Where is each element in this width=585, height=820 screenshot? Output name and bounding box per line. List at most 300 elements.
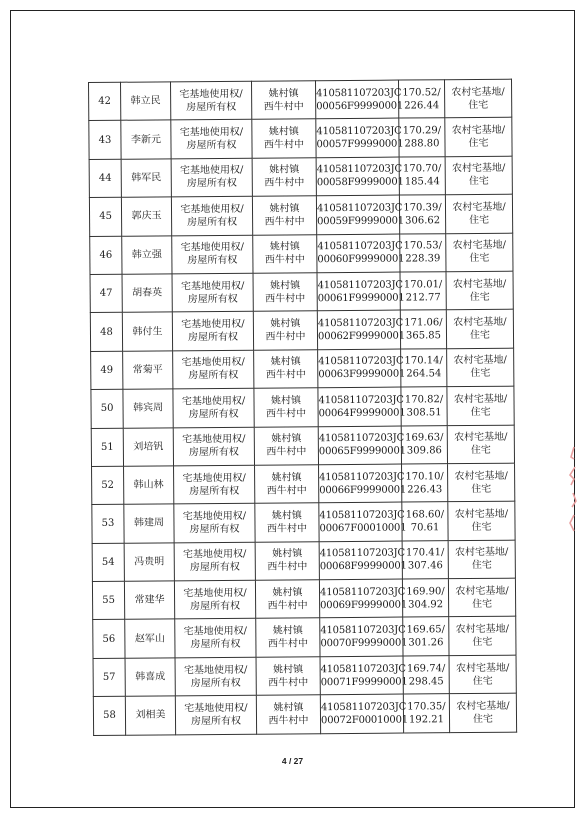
- unit-code-cell: [318, 387, 406, 426]
- right-type-cell: [172, 312, 253, 351]
- location-line: 西牛村中: [266, 523, 308, 535]
- location-cell: [251, 81, 315, 120]
- unit-code-cell: [319, 464, 407, 503]
- location-line: 西牛村中: [265, 369, 306, 382]
- land-use-cell: [448, 540, 515, 579]
- location-line: 西牛村中: [266, 408, 307, 420]
- table-row: [91, 425, 514, 467]
- right-type-line: 房屋所有权: [190, 715, 242, 728]
- land-use-line: 农村宅基地/: [453, 316, 507, 329]
- area-values-line: 212.77: [405, 291, 441, 304]
- location-cell: [254, 426, 318, 465]
- table-row: [92, 578, 515, 620]
- owner-name-cell: 赵军山: [125, 619, 175, 658]
- land-use-cell: [444, 79, 511, 118]
- land-use-cell: [446, 271, 513, 310]
- unit-code-cell: [320, 618, 408, 657]
- location-cell: [255, 580, 319, 619]
- area-values-line: 365.85: [405, 330, 442, 342]
- area-values-line: 309.86: [406, 445, 442, 457]
- land-use-line: 农村宅基地/: [454, 508, 509, 521]
- area-values-cell: [399, 195, 445, 234]
- area-values-line: 170.52/: [402, 86, 441, 99]
- unit-code-line: 00060F99990001: [317, 253, 405, 266]
- right-type-line: 宅基地使用权/: [181, 395, 246, 408]
- unit-code-line: 00061F99990001: [317, 292, 405, 304]
- area-values-cell: [399, 156, 445, 195]
- unit-code-line: 00065F99990001: [318, 445, 406, 458]
- land-use-line: 住宅: [471, 521, 492, 533]
- location-line: 姚村镇: [272, 587, 303, 599]
- unit-code-line: 410581107203JC: [320, 624, 406, 637]
- location-line: 姚村镇: [270, 279, 301, 292]
- right-type-cell: [173, 350, 254, 389]
- unit-code-line: 410581107203JC: [320, 663, 406, 675]
- row-number-cell: 55: [92, 581, 124, 620]
- right-type-line: 房屋所有权: [188, 447, 239, 459]
- right-type-line: 房屋所有权: [187, 293, 238, 305]
- location-cell: [252, 157, 316, 196]
- area-values-cell: [400, 233, 446, 272]
- area-values-line: 169.74/: [406, 662, 446, 675]
- area-values-line: 228.39: [405, 253, 441, 265]
- land-use-line: 住宅: [468, 176, 489, 188]
- land-use-line: 农村宅基地/: [453, 393, 508, 405]
- right-type-line: 宅基地使用权/: [181, 357, 245, 369]
- location-cell: [255, 541, 319, 580]
- location-line: 西牛村中: [267, 638, 308, 650]
- right-type-line: 房屋所有权: [189, 523, 240, 536]
- unit-code-line: 410581107203JC: [318, 394, 404, 407]
- owner-name-cell: 韩山林: [124, 466, 174, 505]
- land-use-line: 农村宅基地/: [454, 431, 508, 444]
- area-values-cell: [401, 348, 447, 387]
- location-line: 姚村镇: [270, 356, 301, 368]
- right-type-cell: [172, 235, 253, 274]
- land-use-line: 农村宅基地/: [455, 623, 510, 636]
- area-values-line: 170.82/: [404, 394, 444, 406]
- owner-name-cell: 常菊平: [123, 351, 173, 390]
- area-values-cell: [402, 502, 448, 541]
- unit-code-line: 00072F00010001: [320, 714, 408, 727]
- location-line: 姚村镇: [271, 433, 302, 445]
- unit-code-line: 00058F99990001: [316, 176, 404, 189]
- area-values-line: 185.44: [404, 176, 440, 188]
- unit-code-cell: [316, 157, 404, 196]
- area-values-cell: [400, 272, 446, 311]
- area-values-line: 226.44: [404, 99, 440, 112]
- owner-name-cell: 刘培钒: [123, 427, 173, 466]
- land-use-line: 住宅: [470, 406, 491, 418]
- area-values-cell: [402, 464, 448, 503]
- land-use-line: 住宅: [472, 675, 493, 687]
- right-type-cell: [175, 695, 256, 734]
- unit-code-line: 00062F99990001: [317, 330, 405, 343]
- owner-name-cell: 韩付生: [122, 312, 172, 351]
- right-type-line: 宅基地使用权/: [183, 664, 248, 676]
- unit-code-line: 00056F99990001: [316, 100, 404, 112]
- unit-code-line: 00063F99990001: [318, 368, 406, 381]
- table-row: [93, 693, 516, 735]
- land-use-line: 住宅: [469, 329, 491, 342]
- location-line: 姚村镇: [272, 548, 303, 560]
- right-type-line: 宅基地使用权/: [179, 165, 244, 177]
- right-type-line: 宅基地使用权/: [179, 126, 244, 139]
- land-use-line: 住宅: [472, 713, 494, 725]
- location-line: 西牛村中: [264, 216, 305, 228]
- location-line: 姚村镇: [271, 510, 302, 522]
- unit-code-line: 00057F99990001: [316, 138, 404, 151]
- right-type-line: 房屋所有权: [187, 216, 238, 229]
- unit-code-cell: [319, 502, 407, 541]
- unit-code-line: 00066F99990001: [319, 484, 407, 496]
- location-line: 姚村镇: [270, 318, 301, 330]
- unit-code-line: 00069F99990001: [320, 599, 408, 611]
- unit-code-line: 410581107203JC: [317, 240, 403, 253]
- area-values-cell: [400, 310, 446, 349]
- right-type-line: 房屋所有权: [190, 638, 241, 651]
- location-line: 西牛村中: [263, 100, 304, 113]
- unit-code-line: 00059F99990001: [317, 215, 405, 228]
- unit-code-line: 410581107203JC: [317, 279, 403, 291]
- location-line: 姚村镇: [269, 241, 300, 253]
- table-row: [92, 463, 515, 505]
- land-use-line: 农村宅基地/: [451, 163, 506, 175]
- land-use-cell: [449, 617, 516, 656]
- table-row: [92, 501, 515, 543]
- location-cell: [253, 273, 317, 312]
- area-values-line: 170.70/: [402, 163, 442, 175]
- land-use-cell: [446, 310, 513, 349]
- unit-code-line: 410581107203JC: [316, 164, 402, 176]
- owner-name-cell: 韩建周: [124, 504, 174, 543]
- right-type-cell: [174, 542, 255, 581]
- right-type-line: 宅基地使用权/: [182, 433, 246, 446]
- land-use-line: 住宅: [472, 598, 493, 610]
- registration-table-body: [89, 79, 517, 735]
- row-number-cell: 57: [93, 658, 125, 697]
- right-type-cell: [174, 503, 255, 542]
- area-values-line: 170.14/: [404, 355, 443, 367]
- unit-code-line: 410581107203JC: [318, 432, 405, 445]
- land-use-line: 农村宅基地/: [454, 470, 508, 482]
- land-use-line: 住宅: [469, 291, 490, 303]
- right-type-line: 房屋所有权: [190, 677, 241, 689]
- location-line: 西牛村中: [266, 484, 307, 497]
- table-row: [93, 617, 516, 659]
- area-values-cell: [401, 387, 447, 426]
- location-line: 西牛村中: [264, 177, 305, 190]
- land-use-cell: [448, 501, 515, 540]
- table-row: [89, 79, 512, 121]
- land-use-line: 住宅: [469, 253, 490, 265]
- right-type-cell: [171, 196, 252, 235]
- owner-name-cell: 韩宾周: [123, 389, 173, 428]
- area-values-cell: [398, 80, 444, 119]
- area-values-line: 170.35/: [407, 701, 446, 713]
- right-type-cell: [171, 81, 252, 120]
- unit-code-cell: [317, 310, 405, 349]
- location-line: 西牛村中: [263, 139, 305, 151]
- location-line: 姚村镇: [273, 663, 304, 676]
- area-values-line: 304.92: [408, 598, 444, 611]
- unit-code-line: 410581107203JC: [319, 471, 405, 483]
- area-values-cell: [399, 118, 445, 157]
- right-type-line: 宅基地使用权/: [183, 587, 247, 600]
- location-cell: [254, 349, 318, 388]
- area-values-line: 170.53/: [403, 240, 443, 252]
- land-use-line: 住宅: [472, 636, 493, 649]
- right-type-cell: [173, 427, 254, 466]
- area-values-line: 169.63/: [405, 432, 444, 444]
- right-type-line: 宅基地使用权/: [182, 549, 247, 561]
- right-type-line: 房屋所有权: [186, 101, 237, 113]
- location-line: 姚村镇: [269, 203, 300, 215]
- location-line: 西牛村中: [268, 715, 309, 727]
- area-values-line: 170.01/: [403, 278, 443, 291]
- area-values-line: 301.26: [408, 637, 444, 649]
- unit-code-line: 00067F00010001: [319, 522, 407, 535]
- right-type-line: 房屋所有权: [186, 178, 237, 190]
- right-type-line: 房屋所有权: [187, 255, 238, 267]
- row-number-cell: 43: [89, 121, 121, 160]
- right-type-cell: [175, 657, 256, 696]
- land-use-line: 住宅: [471, 560, 492, 572]
- land-use-line: 农村宅基地/: [451, 86, 505, 98]
- area-values-line: 307.46: [407, 560, 443, 572]
- table-row: [90, 233, 513, 275]
- unit-code-cell: [315, 80, 404, 119]
- area-values-line: 169.65/: [406, 624, 446, 636]
- land-use-line: 住宅: [470, 445, 491, 457]
- row-number-cell: 56: [93, 620, 125, 659]
- land-use-cell: [448, 463, 515, 502]
- unit-code-line: 410581107203JC: [318, 355, 404, 368]
- location-line: 姚村镇: [268, 126, 299, 138]
- land-use-line: 住宅: [468, 137, 489, 150]
- land-use-cell: [445, 194, 512, 233]
- land-use-line: 农村宅基地/: [452, 201, 506, 214]
- land-use-line: 农村宅基地/: [455, 662, 510, 674]
- row-number-cell: 42: [89, 82, 121, 121]
- land-use-cell: [447, 348, 514, 387]
- area-values-line: 264.54: [406, 368, 442, 380]
- location-cell: [255, 503, 319, 542]
- location-line: 西牛村中: [267, 561, 308, 573]
- location-cell: [253, 234, 317, 273]
- unit-code-line: 410581107203JC: [319, 586, 406, 598]
- right-type-cell: [173, 388, 254, 427]
- row-number-cell: 46: [90, 236, 122, 275]
- right-type-line: 宅基地使用权/: [184, 702, 248, 715]
- unit-code-cell: [318, 426, 406, 465]
- area-values-line: 226.43: [407, 483, 443, 496]
- area-values-line: 168.60/: [405, 509, 445, 521]
- unit-code-line: 410581107203JC: [319, 509, 405, 522]
- area-values-line: 192.21: [408, 714, 445, 726]
- unit-code-line: 410581107203JC: [316, 87, 402, 99]
- right-type-line: 宅基地使用权/: [183, 625, 248, 638]
- table-row: [91, 386, 514, 428]
- unit-code-cell: [320, 656, 408, 695]
- right-type-cell: [175, 619, 256, 658]
- area-values-cell: [403, 617, 449, 656]
- unit-code-cell: [317, 234, 405, 273]
- land-use-cell: [445, 118, 512, 157]
- location-line: 西牛村中: [265, 292, 306, 305]
- unit-code-cell: [316, 195, 405, 234]
- land-use-line: 农村宅基地/: [455, 585, 509, 597]
- land-use-line: 农村宅基地/: [456, 700, 510, 713]
- location-line: 西牛村中: [268, 676, 309, 689]
- unit-code-cell: [316, 118, 404, 157]
- location-cell: [256, 695, 320, 734]
- area-values-cell: [403, 656, 449, 695]
- location-line: 姚村镇: [272, 625, 303, 637]
- owner-name-cell: 韩军民: [121, 159, 171, 198]
- table-row: [89, 118, 512, 160]
- area-values-line: 170.41/: [405, 547, 445, 559]
- right-type-line: 宅基地使用权/: [180, 242, 245, 254]
- owner-name-cell: 冯贵明: [124, 543, 174, 582]
- land-use-line: 住宅: [469, 214, 490, 226]
- unit-code-line: 00064F99990001: [318, 407, 406, 420]
- row-number-cell: 49: [91, 351, 123, 390]
- unit-code-cell: [319, 541, 407, 580]
- red-seal-fragment: [568, 445, 578, 535]
- right-type-line: 宅基地使用权/: [180, 280, 245, 292]
- page-number: 4 / 27: [281, 756, 304, 766]
- right-type-cell: [171, 158, 252, 197]
- right-type-cell: [172, 273, 253, 312]
- row-number-cell: 52: [92, 466, 124, 505]
- right-type-line: 宅基地使用权/: [182, 510, 247, 523]
- area-values-line: 288.80: [404, 138, 440, 150]
- land-use-cell: [447, 386, 514, 425]
- row-number-cell: 50: [91, 389, 123, 428]
- area-values-line: 170.10/: [405, 470, 444, 483]
- area-values-cell: [401, 425, 447, 464]
- right-type-line: 房屋所有权: [186, 139, 237, 152]
- area-values-line: 170.39/: [403, 202, 442, 214]
- area-values-line: 70.61: [410, 522, 440, 534]
- area-values-cell: [402, 579, 448, 618]
- row-number-cell: 48: [90, 313, 122, 352]
- row-number-cell: 58: [93, 696, 125, 735]
- row-number-cell: 54: [92, 543, 124, 582]
- owner-name-cell: 韩立民: [121, 82, 171, 121]
- land-use-cell: [449, 693, 516, 732]
- location-line: 西牛村中: [266, 446, 307, 458]
- land-use-line: 农村宅基地/: [453, 355, 507, 367]
- unit-code-line: 410581107203JC: [320, 701, 407, 714]
- area-values-line: 171.06/: [404, 317, 443, 329]
- unit-code-line: 00071F99990001: [320, 676, 408, 688]
- right-type-line: 房屋所有权: [189, 485, 240, 497]
- right-type-line: 房屋所有权: [188, 408, 239, 421]
- location-cell: [255, 465, 319, 504]
- right-type-cell: [174, 580, 255, 619]
- land-use-line: 农村宅基地/: [452, 239, 507, 252]
- right-type-cell: [174, 465, 255, 504]
- table-row: [90, 310, 513, 352]
- owner-name-cell: 胡春英: [122, 274, 172, 313]
- table-row: [91, 348, 514, 390]
- location-cell: [256, 618, 320, 657]
- registration-table: [88, 79, 517, 736]
- owner-name-cell: 常建华: [124, 581, 174, 620]
- land-use-cell: [445, 156, 512, 195]
- owner-name-cell: 李新元: [121, 120, 171, 159]
- land-use-cell: [447, 425, 514, 464]
- location-line: 姚村镇: [269, 164, 300, 177]
- table-row: [93, 655, 516, 697]
- row-number-cell: 53: [92, 505, 124, 544]
- unit-code-line: 00068F99990001: [319, 560, 407, 573]
- land-use-line: 农村宅基地/: [452, 278, 507, 290]
- table-row: [92, 540, 515, 582]
- right-type-line: 房屋所有权: [190, 600, 241, 612]
- right-type-line: 宅基地使用权/: [182, 472, 246, 484]
- location-line: 西牛村中: [265, 331, 306, 343]
- location-line: 姚村镇: [270, 395, 302, 407]
- land-use-line: 住宅: [470, 368, 491, 380]
- land-use-cell: [449, 655, 516, 694]
- land-use-cell: [446, 233, 513, 272]
- land-use-line: 农村宅基地/: [454, 547, 509, 559]
- location-cell: [254, 388, 318, 427]
- owner-name-cell: 韩喜成: [125, 658, 175, 697]
- area-values-line: 308.51: [406, 407, 442, 419]
- area-values-line: 170.29/: [402, 125, 442, 137]
- owner-name-cell: 刘相美: [125, 696, 175, 735]
- location-cell: [256, 657, 320, 696]
- area-values-line: 169.90/: [406, 585, 445, 598]
- unit-code-cell: [318, 349, 406, 388]
- unit-code-cell: [319, 579, 408, 618]
- location-line: 西牛村中: [267, 600, 308, 612]
- right-type-line: 房屋所有权: [189, 562, 240, 574]
- land-use-line: 住宅: [471, 483, 492, 495]
- land-use-line: 农村宅基地/: [451, 124, 506, 137]
- unit-code-line: 00070F99990001: [320, 637, 408, 650]
- location-line: 姚村镇: [268, 88, 299, 100]
- area-values-cell: [403, 694, 449, 733]
- area-values-cell: [402, 540, 448, 579]
- right-type-line: 宅基地使用权/: [179, 88, 243, 100]
- location-line: 姚村镇: [273, 702, 304, 714]
- right-type-line: 房屋所有权: [188, 370, 239, 382]
- table-row: [89, 194, 512, 236]
- location-cell: [253, 311, 317, 350]
- right-type-cell: [171, 120, 252, 159]
- location-cell: [252, 196, 316, 235]
- location-line: 姚村镇: [271, 471, 302, 484]
- area-values-line: 298.45: [408, 675, 444, 688]
- unit-code-line: 410581107203JC: [316, 125, 402, 138]
- table-row: [90, 271, 513, 313]
- unit-code-line: 410581107203JC: [319, 547, 405, 560]
- unit-code-cell: [317, 272, 405, 311]
- row-number-cell: 44: [89, 159, 121, 198]
- unit-code-cell: [320, 694, 408, 733]
- owner-name-cell: 韩立强: [122, 235, 172, 274]
- location-line: 西牛村中: [264, 254, 305, 266]
- area-values-line: 306.62: [405, 215, 441, 227]
- row-number-cell: 47: [90, 274, 122, 313]
- location-cell: [252, 119, 316, 158]
- right-type-line: 房屋所有权: [187, 331, 239, 344]
